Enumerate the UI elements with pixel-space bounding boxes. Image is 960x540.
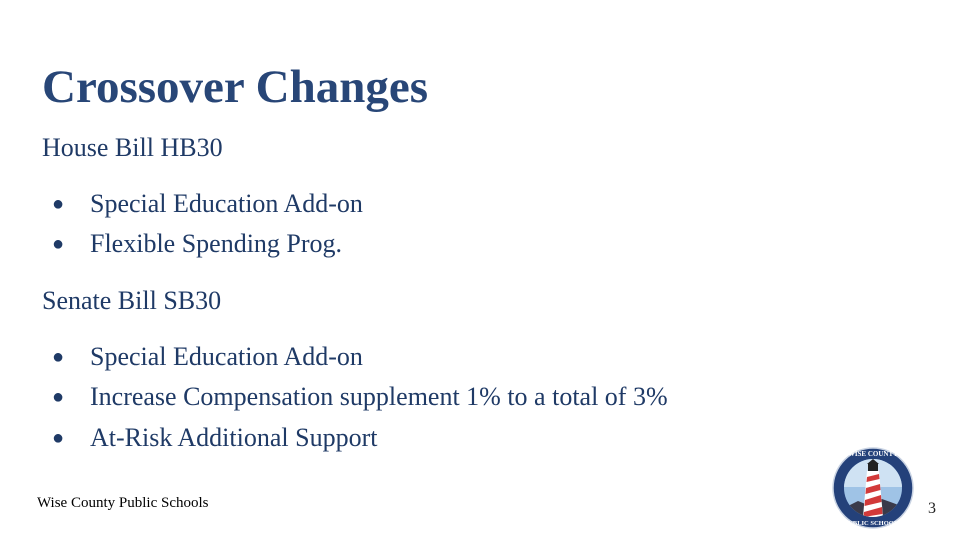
svg-text:PUBLIC SCHOOLS: PUBLIC SCHOOLS xyxy=(844,520,902,527)
list-item xyxy=(52,229,342,259)
section-heading-hb30: House Bill HB30 xyxy=(42,133,223,162)
bullet-icon: ● xyxy=(52,386,65,408)
slide-title: Crossover Changes xyxy=(42,61,429,113)
list-item xyxy=(52,342,363,372)
list-item-text: Special Education Add-on xyxy=(90,189,363,218)
list-item-text: Special Education Add-on xyxy=(90,342,363,371)
list-item-text: Increase Compensation supplement 1% to a total of 3% xyxy=(90,382,668,411)
list-item xyxy=(52,423,377,453)
footer-text: Wise County Public Schools xyxy=(37,495,209,511)
list-item-text: Flexible Spending Prog. xyxy=(90,229,343,258)
section-heading-sb30: Senate Bill SB30 xyxy=(42,286,222,315)
bullet-icon: ● xyxy=(52,427,65,449)
bullet-icon: ● xyxy=(52,346,65,368)
list-item xyxy=(52,382,668,412)
school-logo-lighthouse-icon xyxy=(832,447,914,529)
page-number: 3 xyxy=(928,500,936,517)
bullet-icon: ● xyxy=(52,233,65,255)
list-item xyxy=(52,189,363,219)
list-item-text: At-Risk Additional Support xyxy=(90,423,378,452)
svg-text:WISE COUNTY: WISE COUNTY xyxy=(847,450,899,458)
bullet-icon: ● xyxy=(52,193,65,215)
